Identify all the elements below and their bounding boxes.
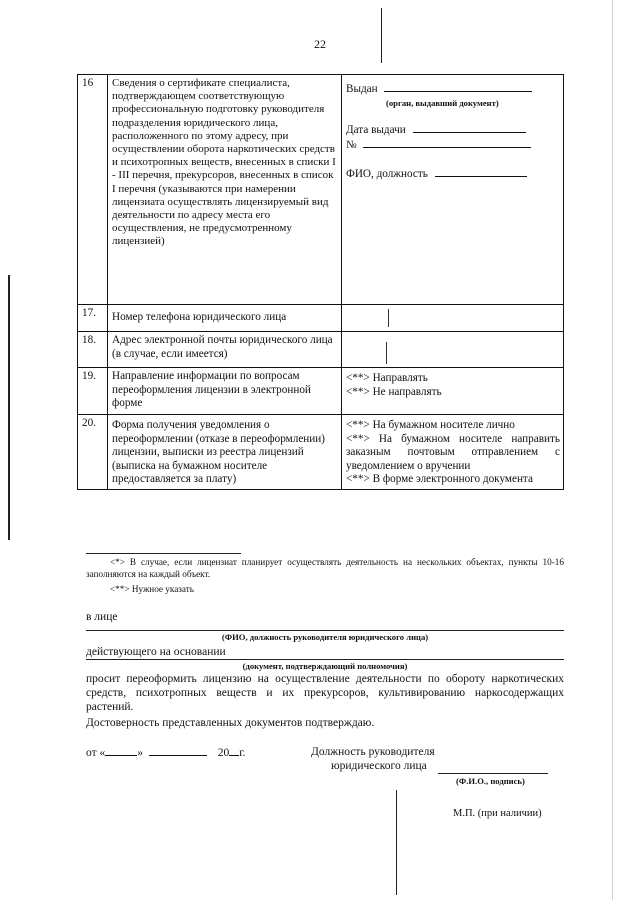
option-paper-in-person[interactable]: <**> На бумажном носителе лично	[346, 419, 515, 432]
table-row	[78, 415, 564, 490]
row-number: 18.	[78, 332, 108, 368]
date-quote: »	[137, 747, 143, 759]
option-paper-by-mail[interactable]: <**> На бумажном носителе направить заказным почтовым отправлением с уведомлением о вручении	[346, 432, 560, 472]
email-field[interactable]	[342, 332, 564, 368]
table-row	[78, 368, 564, 415]
option-send[interactable]: <**> Направлять	[346, 372, 428, 385]
issue-date-label: Дата выдачи	[346, 123, 406, 136]
in-person-field[interactable]	[86, 630, 564, 631]
year-suffix: г.	[239, 747, 246, 759]
row-label: Адрес электронной почты юридического лица (в случае, если имеется)	[108, 332, 342, 368]
certificate-fields	[342, 75, 564, 305]
issued-label: Выдан	[346, 83, 378, 95]
row-label: Номер телефона юридического лица	[108, 305, 342, 332]
issue-date-field[interactable]	[413, 122, 526, 133]
in-person-label: в лице	[86, 611, 118, 623]
page-number: 22	[314, 37, 326, 51]
position-line-2: юридического лица	[331, 760, 427, 772]
acting-field[interactable]	[86, 659, 564, 660]
request-text: просит переоформить лицензию на осуществление деятельности по обороту наркотических средств, психотропных веществ и их прекурсоров, культивированию наркосодержащих растений.	[86, 673, 564, 713]
fio-position-field[interactable]	[435, 166, 527, 177]
acting-label: действующего на основании	[86, 646, 226, 658]
row-number: 16	[78, 75, 108, 305]
row-number: 20.	[78, 415, 108, 490]
number-field[interactable]	[363, 137, 531, 148]
table-row	[78, 332, 564, 368]
option-do-not-send[interactable]: <**> Не направлять	[346, 385, 442, 398]
table-row	[78, 305, 564, 332]
table-row	[78, 75, 564, 305]
issued-field[interactable]	[384, 81, 532, 92]
row-label: Направление информации по вопросам переоформления лицензии в электронной форме	[108, 368, 342, 415]
doc-hint: (документ, подтверждающий полномочия)	[242, 661, 408, 671]
row-label: Сведения о сертификате специалиста, подтверждающем соответствующую профессиональную подготовку руководителя подразделения юридического лица, расположенного по этому адресу, при осуществлении оборота наркотических средств и психотропных веществ, внесенных в списки I - III перечня, прекурсоров, внесенных в список I перечня (указываются при намерении лицензиата осуществлять лицензируемый вид деятельности по адресу места его осуществления, не предусмотренному лицензией)	[108, 75, 342, 305]
month-field[interactable]	[149, 745, 207, 756]
signature-hint: (Ф.И.О., подпись)	[456, 776, 525, 786]
scan-artifact-left	[8, 275, 10, 540]
application-table	[77, 74, 564, 490]
electronic-info-options	[342, 368, 564, 415]
date-prefix: от «	[86, 747, 106, 759]
number-label: №	[346, 139, 357, 152]
fio-head-hint: (ФИО, должность руководителя юридического лица)	[221, 632, 429, 642]
stamp-text: М.П. (при наличии)	[453, 808, 542, 819]
fio-position-label: ФИО, должность	[346, 167, 428, 180]
date-line	[86, 745, 286, 760]
signature-field[interactable]	[438, 773, 548, 774]
scan-artifact-right	[612, 0, 613, 900]
day-field[interactable]	[105, 745, 137, 756]
footnote-2: <**> Нужное указать	[110, 584, 194, 594]
phone-field[interactable]	[342, 305, 564, 332]
footnote-divider	[86, 553, 241, 554]
year-prefix: 20	[217, 747, 230, 759]
issued-hint: (орган, выдавший документ)	[386, 98, 499, 109]
scan-artifact-bottom	[396, 790, 397, 895]
position-line-1: Должность руководителя	[311, 746, 435, 758]
receive-form-options	[342, 415, 564, 490]
stamp-label	[453, 806, 542, 821]
row-number: 19.	[78, 368, 108, 415]
confirm-text: Достоверность представленных документов подтверждаю.	[86, 717, 375, 729]
option-electronic-document[interactable]: <**> В форме электронного документа	[346, 473, 533, 486]
scan-artifact-top	[381, 8, 382, 63]
row-label: Форма получения уведомления о переоформлении (отказе в переоформлении) лицензии, выписки из реестра лицензий (выписка на бумажном носителе предоставляется за плату)	[108, 415, 342, 490]
year-field[interactable]	[229, 745, 239, 756]
row-number: 17.	[78, 305, 108, 332]
footnote-1: <*> В случае, если лицензиат планирует осуществлять деятельность на нескольких объектах, пункты 10-16 заполняются на каждый объект.	[86, 557, 564, 579]
